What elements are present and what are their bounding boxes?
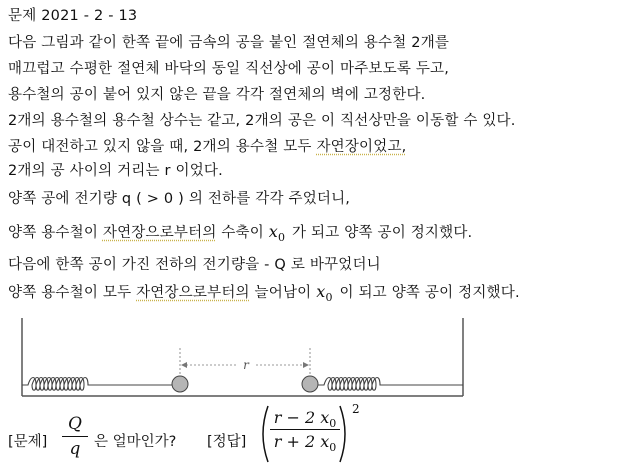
spring-ball-figure	[8, 318, 473, 408]
fraction-bar	[62, 436, 88, 437]
right-spring	[318, 378, 463, 391]
natural-length-term: 자연장으로부터의	[102, 225, 217, 241]
fraction-denominator: q	[69, 439, 81, 459]
arrowhead-right	[303, 362, 309, 368]
problem-line-3: 용수철의 공이 붙어 있지 않은 끝을 각각 절연체의 벽에 고정한다.	[8, 87, 426, 103]
x0-variable: x	[268, 222, 279, 241]
problem-line-9: 다음에 한쪽 공이 가진 전하의 전기량을 - Q 로 바꾸었더니	[8, 257, 381, 273]
left-spring	[22, 378, 172, 391]
x0-subscript: 0	[325, 291, 333, 304]
answer-denominator: r + 2 $x_0$	[273, 432, 337, 454]
left-paren	[263, 406, 268, 462]
answer-exponent: 2	[352, 402, 360, 416]
problem-header: 문제 2021 - 2 - 13	[8, 8, 138, 24]
question-text: 은 얼마인가?	[94, 434, 177, 450]
left-ball	[172, 376, 188, 392]
arrowhead-left	[181, 362, 187, 368]
answer-numerator: r − 2 $x_0$	[273, 408, 337, 430]
problem-line-1: 다음 그림과 같이 한쪽 끝에 금속의 공을 붙인 절연체의 용수철 2개를	[8, 35, 450, 51]
question-fraction	[62, 414, 88, 459]
natural-length-term: 자연장으로부터의	[136, 285, 250, 301]
line8-text-2: 수축이	[216, 225, 269, 241]
problem-line-4: 2개의 용수철의 용수철 상수는 같고, 2개의 공은 이 직선상만을 이동할 수 있다.	[8, 113, 516, 129]
right-paren	[340, 406, 345, 462]
problem-line-7: 양쪽 공에 전기량 q ( > 0 ) 의 전하를 각각 주었더니,	[8, 191, 351, 207]
x0-variable: x	[316, 282, 326, 301]
problem-line-10	[8, 282, 520, 304]
problem-line-6: 2개의 공 사이의 거리는 r 이었다.	[8, 163, 223, 179]
fraction-numerator: Q	[68, 414, 82, 434]
answer-fraction	[270, 408, 340, 454]
question-label: [문제]	[8, 434, 48, 450]
line8-text-3: 가 되고 양쪽 공이 정지했다.	[287, 225, 473, 241]
line10-text: 양쪽 용수철이 모두	[8, 285, 137, 301]
answer-label: [정답]	[207, 434, 247, 450]
line10-text-2: 늘어남이	[249, 285, 317, 301]
line8-text: 양쪽 용수철이	[8, 225, 103, 241]
natural-length-term: 자연장이었고,	[316, 139, 407, 155]
x0-subscript: 0	[278, 231, 286, 244]
problem-line-5	[8, 137, 407, 157]
problem-line-8	[8, 222, 472, 244]
right-ball	[302, 376, 318, 392]
line5-text: 공이 대전하고 있지 않을 때, 2개의 용수철 모두	[8, 139, 317, 155]
problem-line-2: 매끄럽고 수평한 절연체 바닥의 동일 직선상에 공이 마주보도록 두고,	[8, 61, 450, 77]
distance-label: r	[243, 358, 249, 372]
line10-text-3: 이 되고 양쪽 공이 정지했다.	[334, 285, 520, 301]
